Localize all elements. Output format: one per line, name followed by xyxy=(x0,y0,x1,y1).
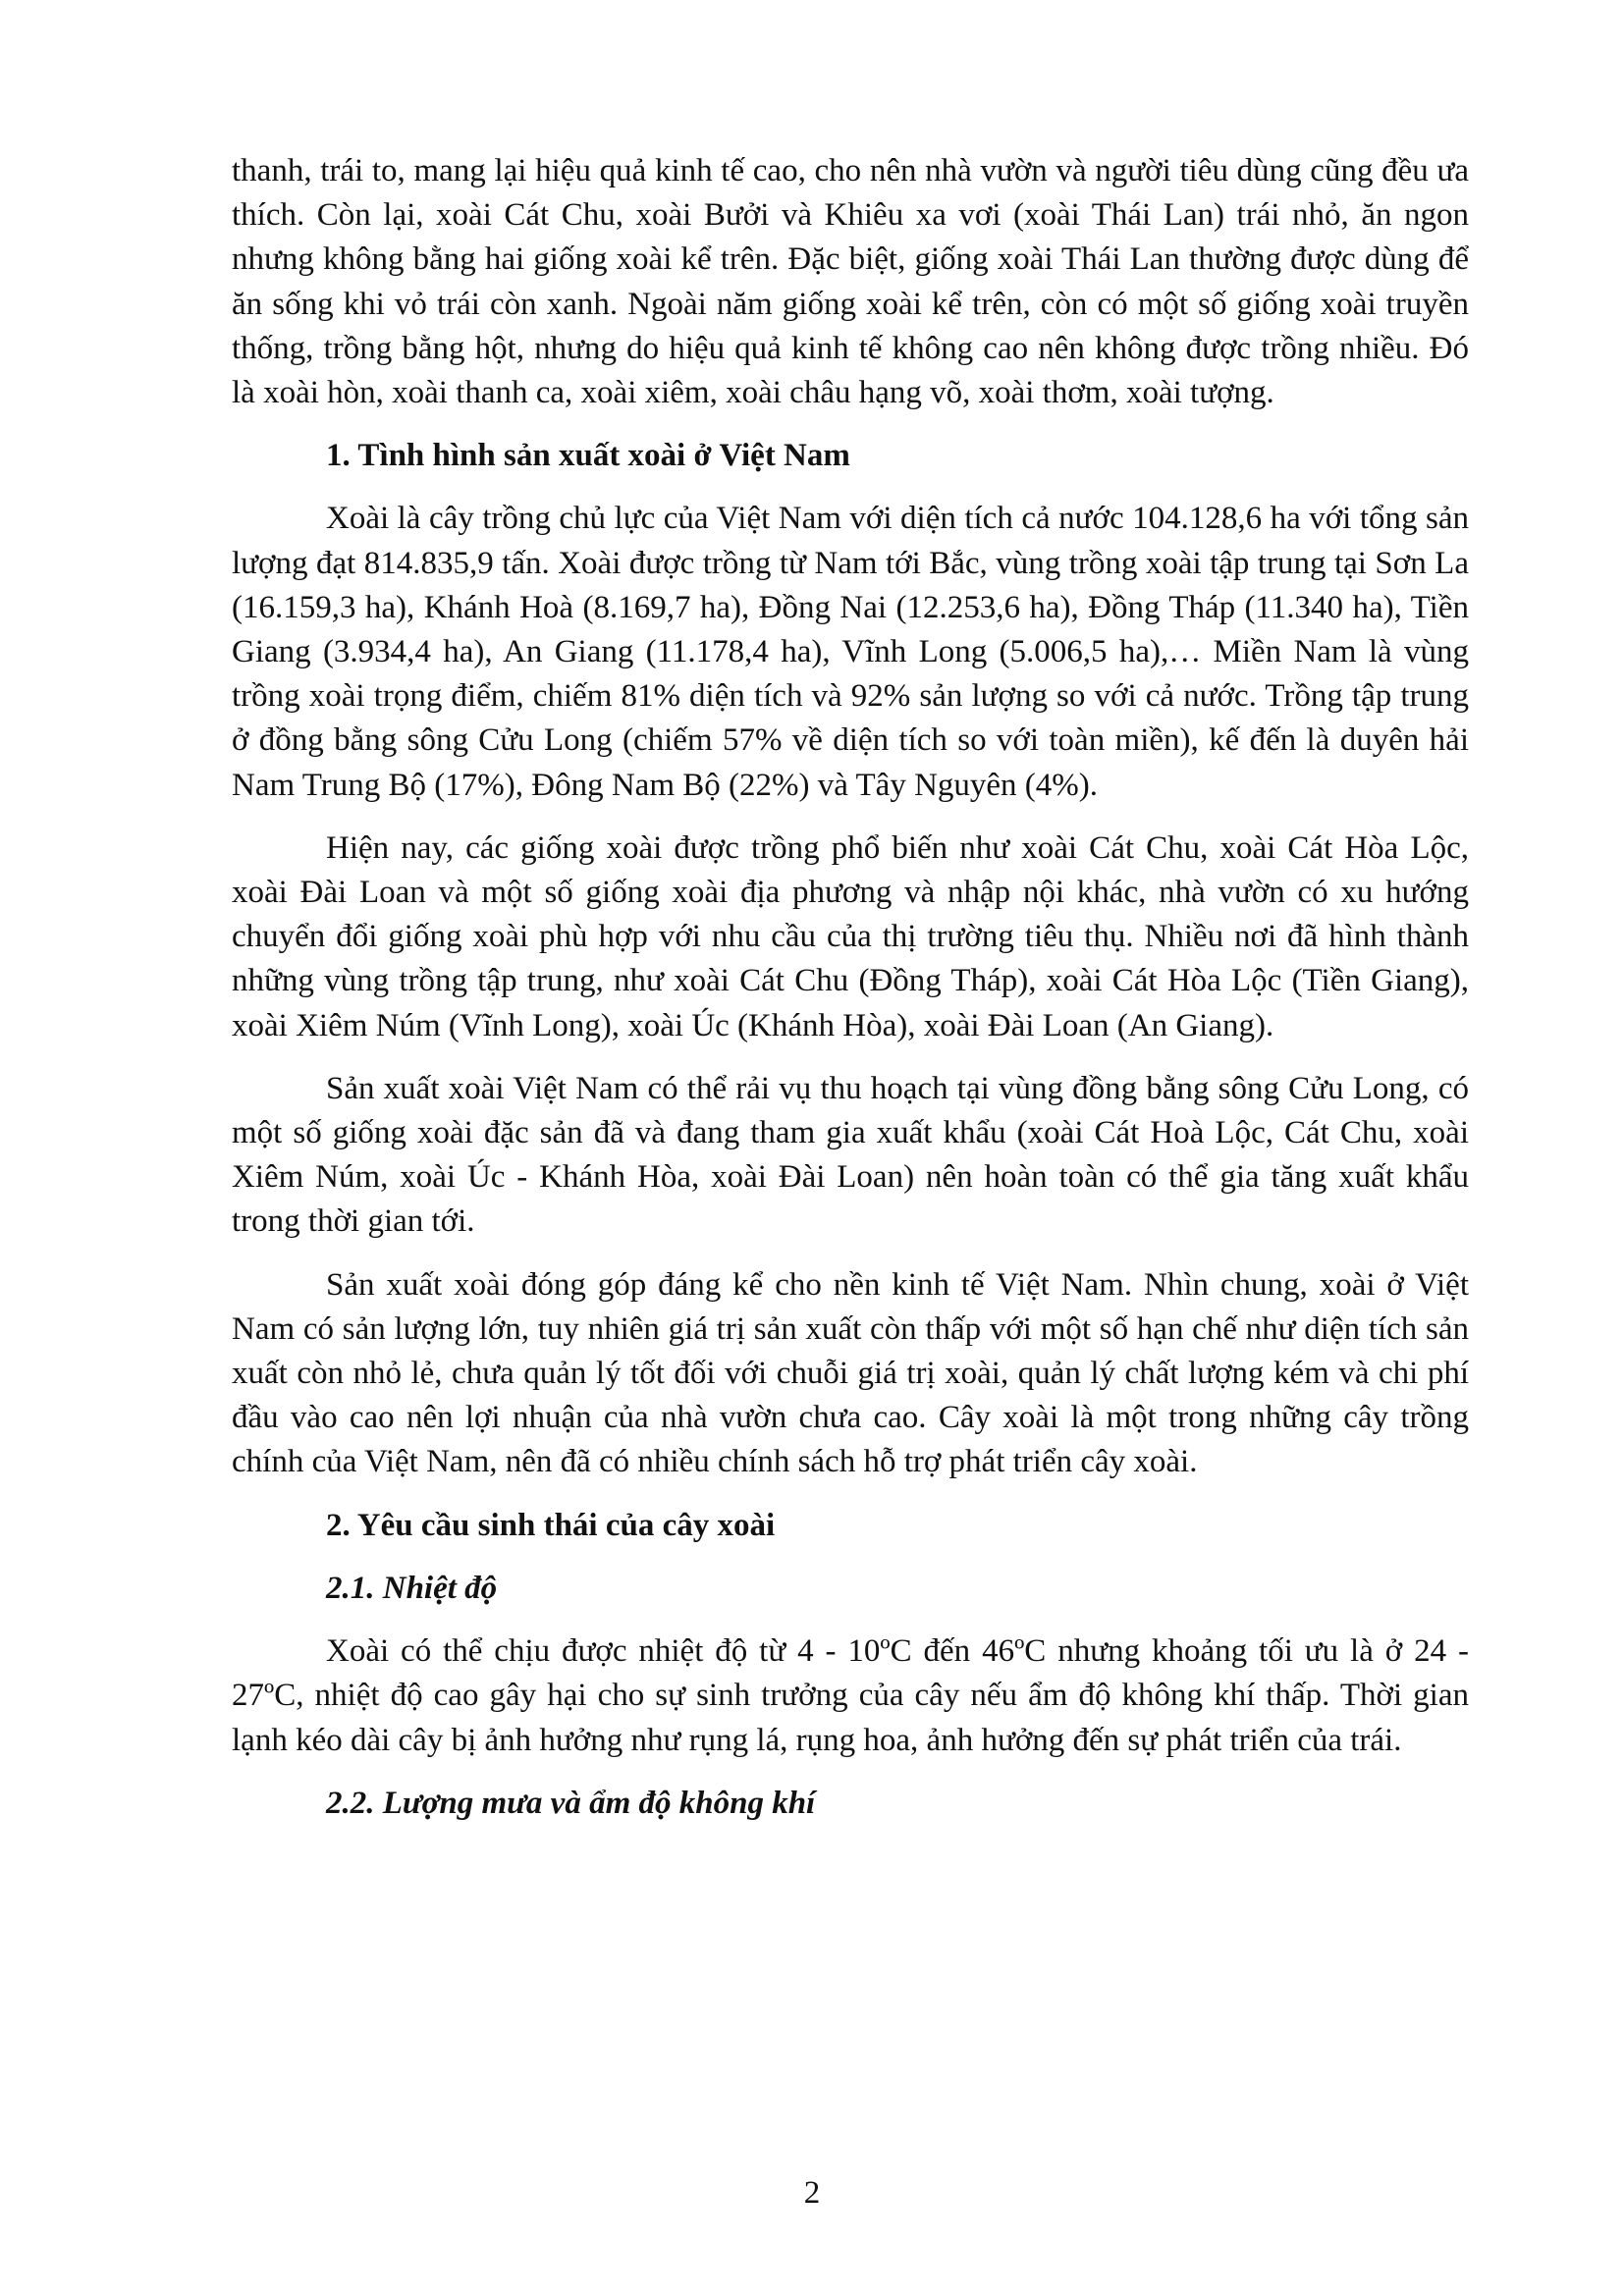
section-1-paragraph-3: Sản xuất xoài Việt Nam có thể rải vụ thu hoạch tại vùng đồng bằng sông Cửu Long, có một số giống xoài đặc sản đã và đang tham gia xuất khẩu (xoài Cát Hoà Lộc, Cát Chu, xoài Xiêm Núm, xoài Úc - Khánh Hòa, xoài Đài Loan) nên hoàn toàn có thể gia tăng xuất khẩu trong thời gian tới. xyxy=(232,1070,1469,1240)
document-page xyxy=(232,149,1469,1826)
section-1-paragraph-1: Xoài là cây trồng chủ lực của Việt Nam với diện tích cả nước 104.128,6 ha với tổng sản lượng đạt 814.835,9 tấn. Xoài được trồng từ Nam tới Bắc, vùng trồng xoài tập trung tại Sơn La (16.159,3 ha), Khánh Hoà (8.169,7 ha), Đồng Nai (12.253,6 ha), Đồng Tháp (11.340 ha), Tiền Giang (3.934,4 ha), An Giang (11.178,4 ha), Vĩnh Long (5.006,5 ha),… Miền Nam là vùng trồng xoài trọng điểm, chiếm 81% diện tích và 92% sản lượng so với cả nước. Trồng tập trung ở đồng bằng sông Cửu Long (chiếm 57% về diện tích so với toàn miền), kế đến là duyên hải Nam Trung Bộ (17%), Đông Nam Bộ (22%) và Tây Nguyên (4%). xyxy=(232,501,1469,803)
section-1-heading: 1. Tình hình sản xuất xoài ở Việt Nam xyxy=(326,438,850,474)
subsection-2-2-heading: 2.2. Lượng mưa và ẩm độ không khí xyxy=(326,1785,816,1821)
intro-paragraph: thanh, trái to, mang lại hiệu quả kinh tế cao, cho nên nhà vườn và người tiêu dùng cũng đều ưa thích. Còn lại, xoài Cát Chu, xoài Bưởi và Khiêu xa vơi (xoài Thái Lan) trái nhỏ, ăn ngon nhưng không bằng hai giống xoài kể trên. Đặc biệt, giống xoài Thái Lan thường được dùng để ăn sống khi vỏ trái còn xanh. Ngoài năm giống xoài kể trên, còn có một số giống xoài truyền thống, trồng bằng hột, nhưng do hiệu quả kinh tế không cao nên không được trồng nhiều. Đó là xoài hòn, xoài thanh ca, xoài xiêm, xoài châu hạng võ, xoài thơm, xoài tượng. xyxy=(232,153,1469,411)
page-number: 2 xyxy=(803,2175,821,2211)
section-2-heading: 2. Yêu cầu sinh thái của cây xoài xyxy=(326,1507,776,1543)
section-1-paragraph-2: Hiện nay, các giống xoài được trồng phổ biến như xoài Cát Chu, xoài Cát Hòa Lộc, xoài Đài Loan và một số giống xoài địa phương và nhập nội khác, nhà vườn có xu hướng chuyển đổi giống xoài phù hợp với nhu cầu của thị trường tiêu thụ. Nhiều nơi đã hình thành những vùng trồng tập trung, như xoài Cát Chu (Đồng Tháp), xoài Cát Hòa Lộc (Tiền Giang), xoài Xiêm Núm (Vĩnh Long), xoài Úc (Khánh Hòa), xoài Đài Loan (An Giang). xyxy=(232,829,1469,1043)
subsection-2-1-heading: 2.1. Nhiệt độ xyxy=(326,1570,498,1606)
subsection-2-1-paragraph: Xoài có thể chịu được nhiệt độ từ 4 - 10ºC đến 46ºC nhưng khoảng tối ưu là ở 24 - 27ºC, nhiệt độ cao gây hại cho sự sinh trưởng của cây nếu ẩm độ không khí thấp. Thời gian lạnh kéo dài cây bị ảnh hưởng như rụng lá, rụng hoa, ảnh hưởng đến sự phát triển của trái. xyxy=(232,1633,1469,1758)
section-1-paragraph-4: Sản xuất xoài đóng góp đáng kể cho nền kinh tế Việt Nam. Nhìn chung, xoài ở Việt Nam có sản lượng lớn, tuy nhiên giá trị sản xuất còn thấp với một số hạn chế như diện tích sản xuất còn nhỏ lẻ, chưa quản lý tốt đối với chuỗi giá trị xoài, quản lý chất lượng kém và chi phí đầu vào cao nên lợi nhuận của nhà vườn chưa cao. Cây xoài là một trong những cây trồng chính của Việt Nam, nên đã có nhiều chính sách hỗ trợ phát triển cây xoài. xyxy=(232,1266,1469,1480)
